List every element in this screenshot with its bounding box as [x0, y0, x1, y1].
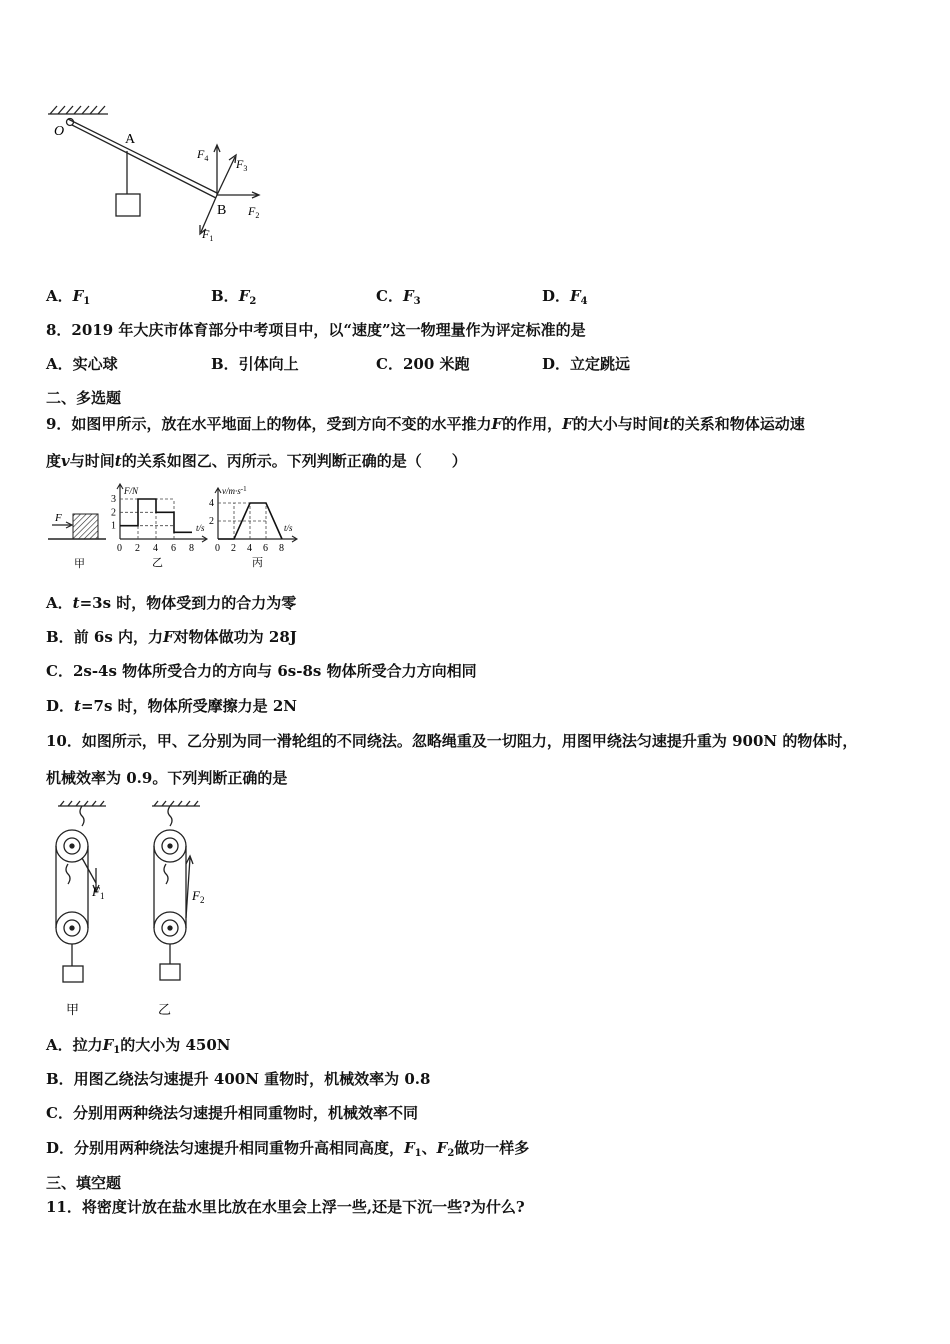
chart-f-x-tick-label: 6 — [171, 543, 176, 554]
q9-stem-line1: 9．如图甲所示，放在水平地面上的物体，受到方向不变的水平推力F的作用，F的大小与时间t的关系和物体运动速 — [46, 415, 805, 433]
q10-option-a[interactable]: A．拉力$F_1$的大小为 450N — [46, 1036, 231, 1056]
q10-stem-line2: 机械效率为 0.9。下列判断正确的是 — [46, 769, 288, 787]
label-f2: $F_2$ — [248, 204, 260, 220]
q7-option-c[interactable]: C．$F_3$ — [376, 287, 421, 307]
q10-pulley-figure — [40, 798, 240, 1023]
chart-v-x-tick-label: 0 — [215, 543, 220, 554]
q9-stem-line2: 度v与时间t的关系如图乙、丙所示。下列判断正确的是（ ） — [46, 452, 467, 470]
chart-f-ylabel: F/N — [124, 486, 139, 496]
q11-stem: 11．将密度计放在盐水里比放在水里会上浮一些,还是下沉一些?为什么? — [46, 1198, 525, 1216]
label-b: B — [217, 203, 227, 218]
chart-v-x-tick-label: 2 — [231, 543, 236, 554]
q9-chart-velocity-time — [202, 484, 312, 570]
label-a: A — [125, 132, 136, 147]
q10-f2-label: $F_2$ — [192, 888, 205, 905]
chart-f-x-tick-label: 8 — [189, 543, 194, 554]
chart-f-x-tick-label: 0 — [117, 543, 122, 554]
q8-option-b[interactable]: B．引体向上 — [211, 355, 299, 373]
section-heading-3: 三、填空题 — [46, 1174, 122, 1192]
push-force-label: F — [55, 512, 62, 524]
chart-v-ylabel: $v/m\cdot s^{-1}$ — [222, 485, 247, 496]
q7-option-a[interactable]: A．$F_1$ — [46, 287, 91, 307]
chart-v-x-tick-label: 6 — [263, 543, 268, 554]
q7-option-d[interactable]: D．$F_4$ — [542, 287, 588, 307]
q9-option-d[interactable]: D．t=7s 时，物体所受摩擦力是 2N — [46, 697, 297, 715]
chart-f-y-tick-label: 2 — [111, 507, 116, 519]
chart-f-x-tick-label: 2 — [135, 543, 140, 554]
fig-label-bing: 丙 — [252, 557, 263, 569]
q8-stem: 8．2019 年大庆市体育部分中考项目中，以“速度”这一物理量作为评定标准的是 — [46, 321, 586, 339]
lever-figure — [40, 100, 280, 260]
q9-option-a[interactable]: A．t=3s 时，物体受到力的合力为零 — [46, 594, 297, 612]
q10-option-c[interactable]: C．分别用两种绕法匀速提升相同重物时，机械效率不同 — [46, 1104, 418, 1122]
q9-figure-jia — [44, 505, 110, 570]
q9-option-b[interactable]: B．前 6s 内，力F对物体做功为 28J — [46, 628, 297, 646]
label-f4: $F_4$ — [197, 147, 209, 163]
q10-option-d[interactable]: D．分别用两种绕法匀速提升相同重物升高相同高度，$F_1$、$F_2$做功一样多 — [46, 1139, 530, 1159]
section-heading-2: 二、多选题 — [46, 389, 122, 407]
chart-f-x-tick-label: 4 — [153, 543, 158, 554]
chart-f-xlabel: t/s — [196, 523, 205, 533]
q9-option-c[interactable]: C．2s-4s 物体所受合力的方向与 6s-8s 物体所受合力方向相同 — [46, 662, 477, 680]
chart-f-y-tick-label: 1 — [111, 520, 116, 532]
fig-label-yi-pulley: 乙 — [158, 1002, 172, 1017]
chart-f-y-tick-label: 3 — [111, 494, 116, 505]
q7-option-b[interactable]: B．$F_2$ — [211, 287, 257, 307]
fig-label-yi: 乙 — [152, 557, 163, 569]
fig-label-jia-pulley: 甲 — [66, 1002, 80, 1017]
label-f1: $F_1$ — [202, 227, 214, 243]
chart-v-y-tick-label: 2 — [209, 516, 214, 527]
q10-option-b[interactable]: B．用图乙绕法匀速提升 400N 重物时，机械效率为 0.8 — [46, 1070, 431, 1088]
label-f3: $F_3$ — [236, 157, 248, 173]
q8-option-c[interactable]: C．200 米跑 — [376, 355, 470, 373]
q10-stem-line1: 10．如图所示，甲、乙分别为同一滑轮组的不同绕法。忽略绳重及一切阻力，用图甲绕法匀速提升重为 900N 的物体时， — [46, 732, 858, 750]
q8-option-a[interactable]: A．实心球 — [46, 355, 118, 373]
q8-option-d[interactable]: D．立定跳远 — [542, 355, 631, 373]
chart-v-x-tick-label: 8 — [279, 543, 284, 554]
fig-label-jia: 甲 — [74, 558, 85, 570]
q10-f1-label: $F_1$ — [92, 884, 105, 901]
label-o: O — [54, 124, 65, 139]
chart-v-xlabel: t/s — [284, 523, 293, 533]
chart-v-x-tick-label: 4 — [247, 543, 252, 554]
chart-v-y-tick-label: 4 — [209, 498, 214, 509]
